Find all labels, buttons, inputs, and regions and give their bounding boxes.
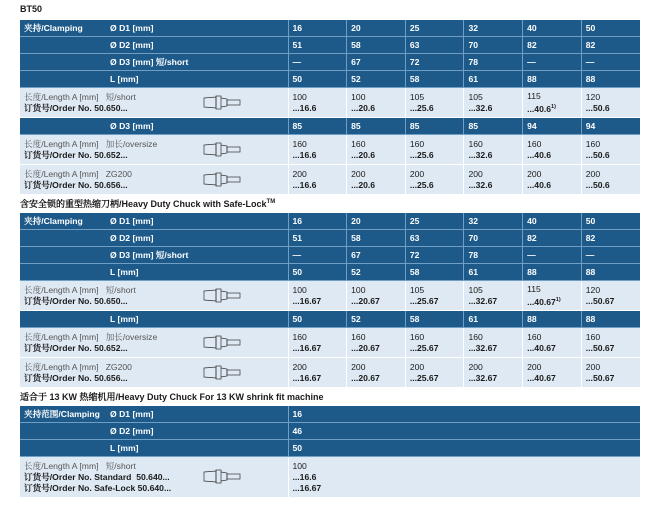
row-short: 长度/Length A [mm] 短/short 订货号/Order No. Standard 50.640... 订货号/Order No. Safe-Lock 50.640... 100 ...16.6 ...16.67 [20, 457, 640, 498]
row-d2: Ø D2 [mm] 51 58 63 70 82 82 [20, 230, 640, 247]
row-l: L [mm] 50 52 58 61 88 88 [20, 264, 640, 281]
row-d1: 夹持/Clamping Ø D1 [mm] 16 20 25 32 40 50 [20, 213, 640, 230]
row-d1: 夹持/Clamping Ø D1 [mm] 16 20 25 32 40 50 [20, 20, 640, 37]
row-zg200: 长度/Length A [mm] ZG200 订货号/Order No. 50.656... 200 ...16.67 200 ...20.67 200 ...25.67 200 ...32.67 200 ...40.67 200 ...50.67 [20, 358, 640, 388]
row-l: L [mm] 50 [20, 440, 640, 457]
chuck-zg200-icon [202, 172, 242, 187]
chuck-short-icon [202, 288, 242, 303]
chuck-oversize-icon [202, 335, 242, 350]
row-l-oversize: L [mm] 50 52 58 61 88 88 [20, 311, 640, 328]
spec-table-bt50 [20, 20, 640, 195]
section-title-13kw: 适合于 13 KW 热缩机用/Heavy Duty Chuck For 13 KW shrink fit machine [20, 392, 324, 402]
row-short: 长度/Length A [mm] 短/short 订货号/Order No. 50.650... 100 ...16.6 100 ...20.6 105 ...25.6 105 ...32.6 115 ...40.6$^{1)}$ 120 ...50.6 [20, 88, 640, 118]
clamping-label: 夹持/Clamping [24, 216, 83, 226]
row-oversize: 长度/Length A [mm] 加长/oversize 订货号/Order No. 50.652... 160 ...16.6 160 ...20.6 160 ...25.6 160 ...32.6 160 ...40.6 160 ...50.6 [20, 135, 640, 165]
chuck-zg200-icon [202, 365, 242, 380]
row-d2: Ø D2 [mm] 51 58 63 70 82 82 [20, 37, 640, 54]
row-d3: Ø D3 [mm] 短/short — 67 72 78 — — [20, 54, 640, 71]
chuck-short-icon [202, 469, 242, 484]
chuck-short-icon [202, 95, 242, 110]
clamping-range-label: 夹持范围/Clamping [24, 409, 100, 419]
spec-table-13kw [20, 406, 640, 498]
row-zg200: 长度/Length A [mm] ZG200 订货号/Order No. 50.656... 200 ...16.6 200 ...20.6 200 ...25.6 200 ...32.6 200 ...40.6 200 ...50.6 [20, 165, 640, 195]
row-oversize: 长度/Length A [mm] 加长/oversize 订货号/Order No. 50.652... 160 ...16.67 160 ...20.67 160 ...25.67 160 ...32.67 160 ...40.67 160 ...50.67 [20, 328, 640, 358]
row-d3: Ø D3 [mm] 短/short — 67 72 78 — — [20, 247, 640, 264]
page-title: BT50 [20, 4, 43, 14]
row-l: L [mm] 50 52 58 61 88 88 [20, 71, 640, 88]
section-title-safe-lock: 含安全锁的重型热缩刀柄/Heavy Duty Chuck with Safe-Lock™ [20, 199, 276, 209]
spec-table-safe-lock [20, 213, 640, 388]
chuck-oversize-icon [202, 142, 242, 157]
row-d1: 夹持范围/Clamping Ø D1 [mm] 16 [20, 406, 640, 423]
row-d2: Ø D2 [mm] 46 [20, 423, 640, 440]
clamping-label: 夹持/Clamping [24, 23, 83, 33]
row-d3-oversize: Ø D3 [mm] 85 85 85 85 94 94 [20, 118, 640, 135]
row-short: 长度/Length A [mm] 短/short 订货号/Order No. 50.650... 100 ...16.67 100 ...20.67 105 ...25.67 105 ...32.67 115 ...40.67$^{1)}$ 120 ...50.67 [20, 281, 640, 311]
